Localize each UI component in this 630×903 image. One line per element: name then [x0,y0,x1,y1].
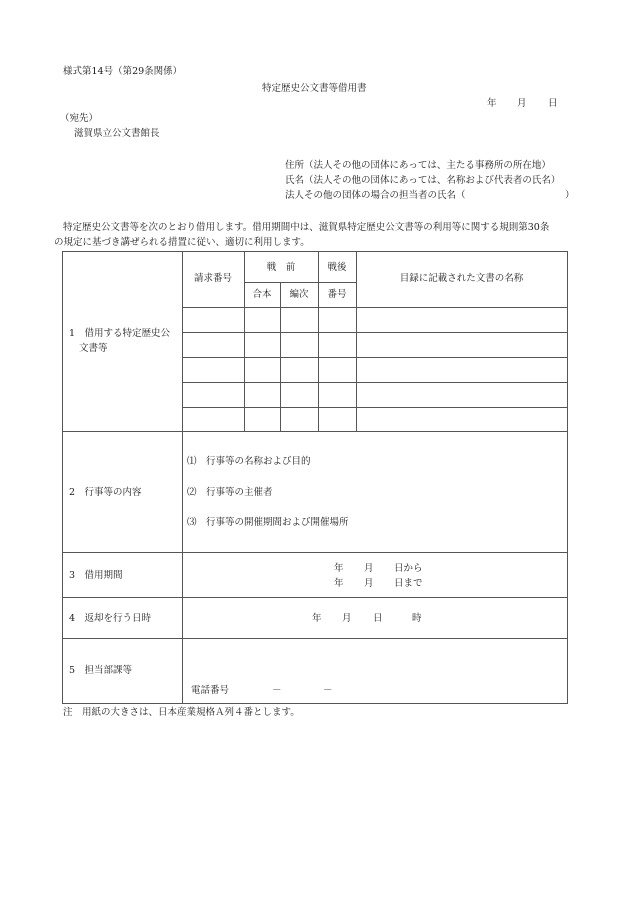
phone-label: 電話番号 [191,685,230,696]
row5-label: 5 担当部課等 [69,665,133,676]
period-from-year: 年 [334,563,344,574]
applicant-address: 住所（法人その他の団体にあっては、主たる事務所の所在地） [285,160,551,171]
col-postwar: 戦後 [327,262,347,273]
applicant-person-close: ） [565,190,575,201]
col-document-title: 目録に記載された文書の名称 [399,273,524,284]
applicant-name: 氏名（法人その他の団体にあっては、名称および代表者の氏名） [285,175,561,186]
row1-label-line-1: 1 借用する特定歴史公 [69,328,171,339]
return-hour: 時 [412,613,422,624]
row2-item-1: ⑴ 行事等の名称および目的 [187,456,311,467]
row1-label-line-2: 文書等 [79,343,108,354]
col-number: 番号 [327,289,347,300]
date-day: 日 [548,98,558,109]
return-year: 年 [312,613,322,624]
col-request-number: 請求番号 [193,273,232,284]
date-month: 月 [517,98,527,109]
period-from-month: 月 [364,563,374,574]
col-bound-volume: 合本 [252,289,272,300]
period-from-day: 日から [394,563,423,574]
row3-label: 3 借用期間 [69,570,123,581]
period-to-day: 日まで [394,578,423,589]
col-prewar: 戦 前 [266,262,296,273]
date-year: 年 [487,98,497,109]
return-day: 日 [373,613,383,624]
applicant-person: 法人その他の団体の場合の担当者の氏名（ [285,190,466,201]
addressee: 滋賀県立公文書館長 [74,128,160,139]
period-to-year: 年 [334,578,344,589]
phone-dash-1: － [272,685,282,696]
footnote: 注 用紙の大きさは、日本産業規格Ａ列４番とします。 [63,707,300,718]
period-to-month: 月 [364,578,374,589]
document-title: 特定歴史公文書等借用書 [262,83,367,94]
phone-dash-2: － [323,685,333,696]
intro-line-1: 特定歴史公文書等を次のとおり借用します。借用期間中は、滋賀県特定歴史公文書等の利用等に関する規則第30条 [63,222,550,233]
form-number: 様式第14号（第29条関係） [63,66,183,77]
addressee-label: （宛先） [60,113,99,124]
row2-item-2: ⑵ 行事等の主催者 [187,487,273,498]
row2-item-3: ⑶ 行事等の開催期間および開催場所 [187,517,349,528]
intro-line-2: の規定に基づき講ぜられる措置に従い、適切に利用します。 [54,237,310,248]
row4-label: 4 返却を行う日時 [69,613,152,624]
col-volume-order: 編次 [289,289,309,300]
return-month: 月 [342,613,352,624]
row2-label: 2 行事等の内容 [69,487,142,498]
